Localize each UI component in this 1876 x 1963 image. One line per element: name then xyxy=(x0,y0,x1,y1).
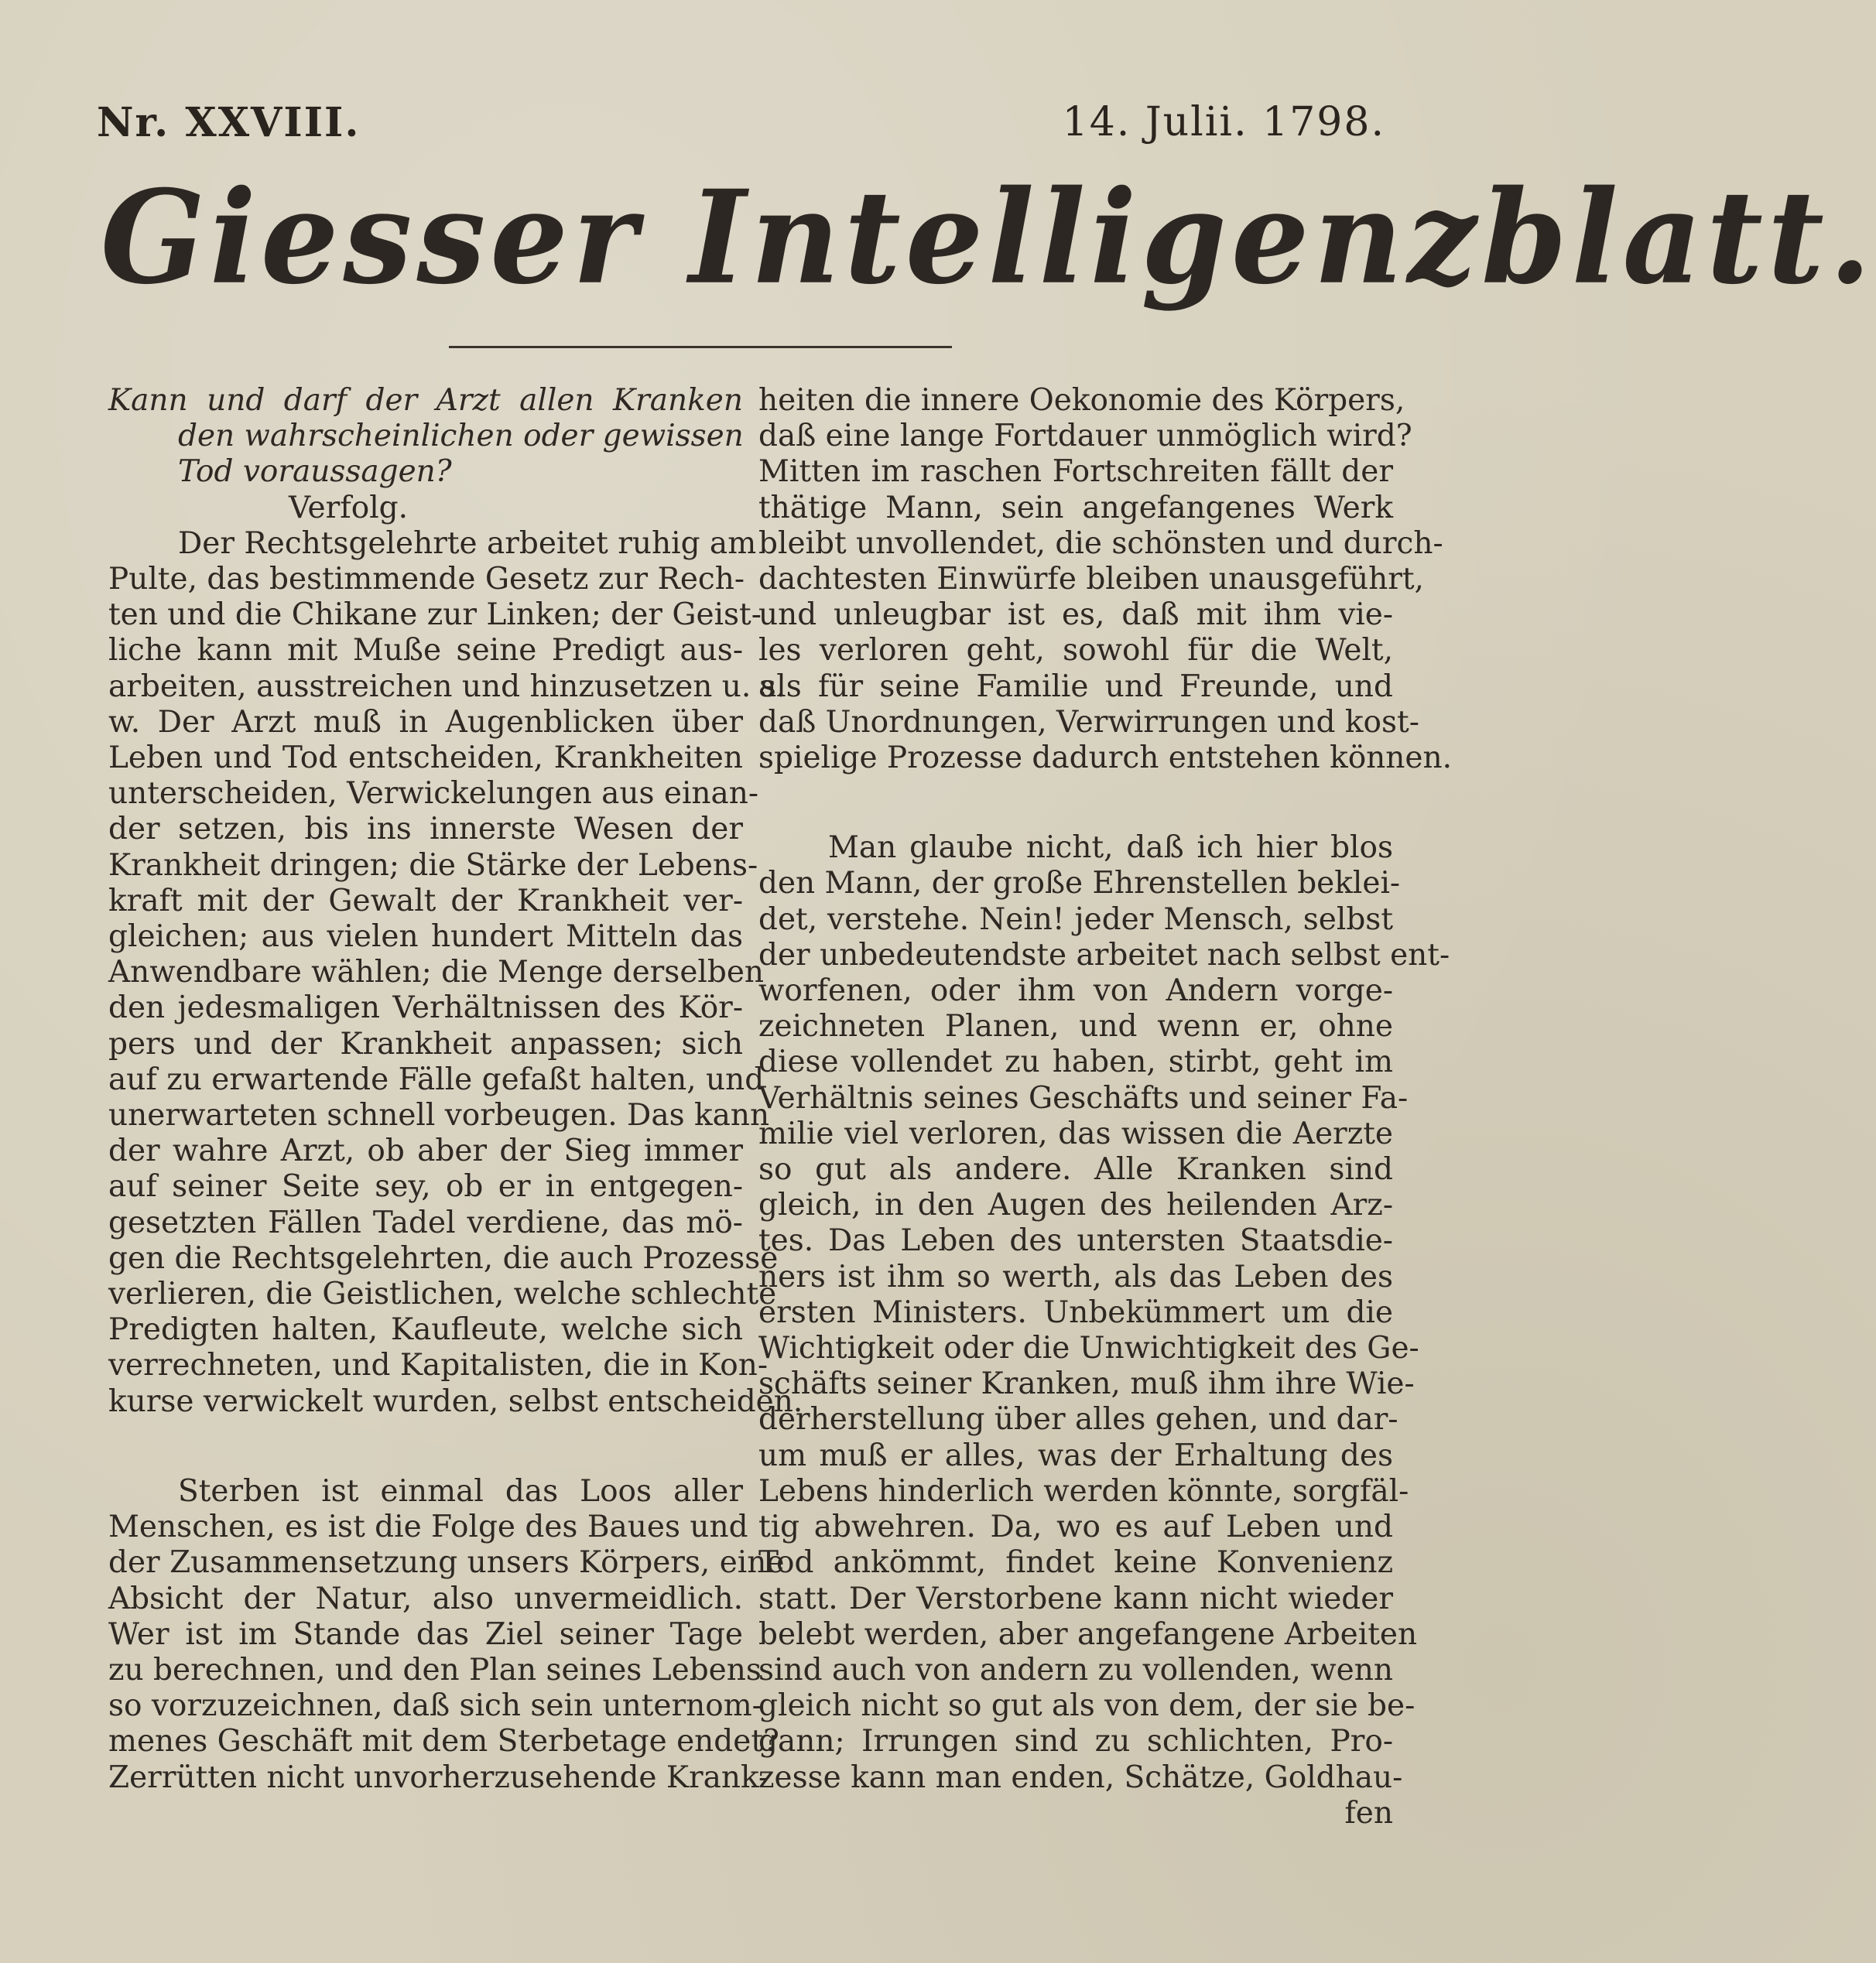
text-line: spielige Prozesse dadurch entstehen können. xyxy=(758,740,1453,776)
text-line: belebt werden, aber angefangene Arbeiten xyxy=(758,1616,1418,1652)
text-line: statt. Der Verstorbene kann nicht wieder xyxy=(758,1581,1393,1616)
text-line: thätige Mann, sein angefangenes Werk xyxy=(758,490,1393,525)
text-line: unerwarteten schnell vorbeugen. Das kann xyxy=(108,1098,770,1134)
text-line: ersten Ministers. Unbekümmert um die xyxy=(758,1294,1393,1330)
text-line: der unbedeutendste arbeitet nach selbst ent- xyxy=(758,937,1450,973)
text-line: auf zu erwartende Fälle gefaßt halten, und xyxy=(108,1062,765,1097)
text-line: Mitten im raschen Fortschreiten fällt der xyxy=(758,454,1393,490)
text-line: gesetzten Fällen Tadel verdiene, das mö- xyxy=(108,1205,743,1240)
text-line: Sterben ist einmal das Loos aller xyxy=(178,1473,743,1509)
text-line: Wichtigkeit oder die Unwichtigkeit des Ge- xyxy=(758,1331,1419,1366)
text-line: gleich nicht so gut als von dem, der sie be- xyxy=(758,1688,1416,1724)
text-line: zeichneten Planen, und wenn er, ohne xyxy=(758,1009,1393,1045)
text-line: Man glaube nicht, daß ich hier blos xyxy=(828,830,1393,866)
text-line: den jedesmaligen Verhältnissen des Kör- xyxy=(108,990,743,1026)
article-heading-line: den wahrscheinlichen oder gewissen xyxy=(178,419,744,454)
text-line: gleichen; aus vielen hundert Mitteln das xyxy=(108,919,743,955)
text-line: Lebens hinderlich werden könnte, sorgfäl- xyxy=(758,1473,1409,1509)
issue-number: Nr. XXVIII. xyxy=(97,99,361,146)
masthead-rule xyxy=(449,346,952,348)
text-line: so vorzuzeichnen, daß sich sein unternom- xyxy=(108,1688,762,1724)
article-heading-line: Kann und darf der Arzt allen Kranken xyxy=(108,383,743,418)
text-line: Anwendbare wählen; die Menge derselben xyxy=(108,955,765,990)
text-line: der Zusammensetzung unsers Körpers, eine xyxy=(108,1545,785,1581)
text-line: der wahre Arzt, ob aber der Sieg immer xyxy=(108,1134,743,1169)
text-line: daß eine lange Fortdauer unmöglich wird? xyxy=(758,419,1412,454)
text-line: Krankheit dringen; die Stärke der Lebens- xyxy=(108,847,758,883)
text-line: verlieren, die Geistlichen, welche schlechte xyxy=(108,1277,777,1312)
text-line: worfenen, oder ihm von Andern vorge- xyxy=(758,973,1393,1009)
text-line: um muß er alles, was der Erhaltung des xyxy=(758,1438,1393,1473)
text-line: Tod ankömmt, findet keine Konvenienz xyxy=(758,1545,1393,1581)
text-line: und unleugbar ist es, daß mit ihm vie- xyxy=(758,597,1393,633)
left-column xyxy=(108,383,803,1796)
text-line: Wer ist im Stande das Ziel seiner Tage xyxy=(108,1616,743,1652)
text-line: dachtesten Einwürfe bleiben unausgeführt, xyxy=(758,562,1424,597)
text-line: Menschen, es ist die Folge des Baues und xyxy=(108,1510,748,1545)
catchword: fen xyxy=(1344,1795,1393,1831)
text-line: w. Der Arzt muß in Augenblicken über xyxy=(108,704,743,740)
text-line: kraft mit der Gewalt der Krankheit ver- xyxy=(108,883,743,918)
text-line: arbeiten, ausstreichen und hinzusetzen u. s. xyxy=(108,669,786,704)
text-line: Absicht der Natur, also unvermeidlich. xyxy=(108,1581,743,1616)
text-line: daß Unordnungen, Verwirrungen und kost- xyxy=(758,704,1419,740)
text-line: schäfts seiner Kranken, muß ihm ihre Wie- xyxy=(758,1366,1415,1402)
text-line: heiten die innere Oekonomie des Körpers, xyxy=(758,383,1405,418)
text-line: menes Geschäft mit dem Sterbetage endet? xyxy=(108,1724,779,1760)
masthead-title: Giesser Intelligenzblatt. xyxy=(101,162,1876,313)
text-line: gleich, in den Augen des heilenden Arz- xyxy=(758,1188,1393,1223)
text-line: so gut als andere. Alle Kranken sind xyxy=(758,1152,1393,1188)
text-line: Leben und Tod entscheiden, Krankheiten xyxy=(108,740,743,776)
text-line: gen die Rechtsgelehrten, die auch Prozesse xyxy=(108,1240,779,1276)
text-line: den Mann, der große Ehrenstellen beklei- xyxy=(758,866,1401,901)
text-line: auf seiner Seite sey, ob er in entgegen- xyxy=(108,1169,743,1205)
text-line: kurse verwickelt wurden, selbst entscheiden. xyxy=(108,1383,803,1419)
text-line: gann; Irrungen sind zu schlichten, Pro- xyxy=(758,1724,1393,1760)
text-line: Predigten halten, Kaufleute, welche sich xyxy=(108,1312,743,1348)
right-column xyxy=(758,383,1453,1831)
text-line: als für seine Familie und Freunde, und xyxy=(758,669,1393,704)
text-line: verrechneten, und Kapitalisten, die in Kon- xyxy=(108,1348,769,1383)
text-line: liche kann mit Muße seine Predigt aus- xyxy=(108,633,743,669)
text-line: Zerrütten nicht unvorherzusehende Krank- xyxy=(108,1760,769,1795)
text-line: der setzen, bis ins innerste Wesen der xyxy=(108,812,743,847)
text-line: Verhältnis seines Geschäfts und seiner Fa- xyxy=(758,1080,1409,1116)
text-line: Pulte, das bestimmende Gesetz zur Rech- xyxy=(108,562,745,597)
text-line: zu berechnen, und den Plan seines Lebens xyxy=(108,1652,762,1688)
text-line: bleibt unvollendet, die schönsten und durch- xyxy=(758,525,1443,561)
text-line: les verloren geht, sowohl für die Welt, xyxy=(758,633,1393,669)
text-line: milie viel verloren, das wissen die Aerzte xyxy=(758,1116,1393,1151)
text-line: Der Rechtsgelehrte arbeitet ruhig am xyxy=(178,525,757,561)
text-line: derherstellung über alles gehen, und dar- xyxy=(758,1402,1398,1438)
text-line: det, verstehe. Nein! jeder Mensch, selbst xyxy=(758,901,1393,937)
text-line: ten und die Chikane zur Linken; der Geist- xyxy=(108,597,762,633)
text-line: tig abwehren. Da, wo es auf Leben und xyxy=(758,1510,1393,1545)
text-line: tes. Das Leben des untersten Staatsdie- xyxy=(758,1223,1393,1259)
text-line: unterscheiden, Verwickelungen aus einan- xyxy=(108,776,759,812)
article-subheading: Verfolg. xyxy=(288,490,409,525)
article-heading-line: Tod voraussagen? xyxy=(178,454,452,490)
text-line: diese vollendet zu haben, stirbt, geht im xyxy=(758,1045,1393,1080)
text-line: sind auch von andern zu vollenden, wenn xyxy=(758,1652,1393,1688)
text-line: ners ist ihm so werth, als das Leben des xyxy=(758,1259,1393,1294)
text-line: pers und der Krankheit anpassen; sich xyxy=(108,1026,743,1062)
issue-date: 14. Julii. 1798. xyxy=(1062,99,1385,145)
text-line: zesse kann man enden, Schätze, Goldhau- xyxy=(758,1760,1403,1795)
